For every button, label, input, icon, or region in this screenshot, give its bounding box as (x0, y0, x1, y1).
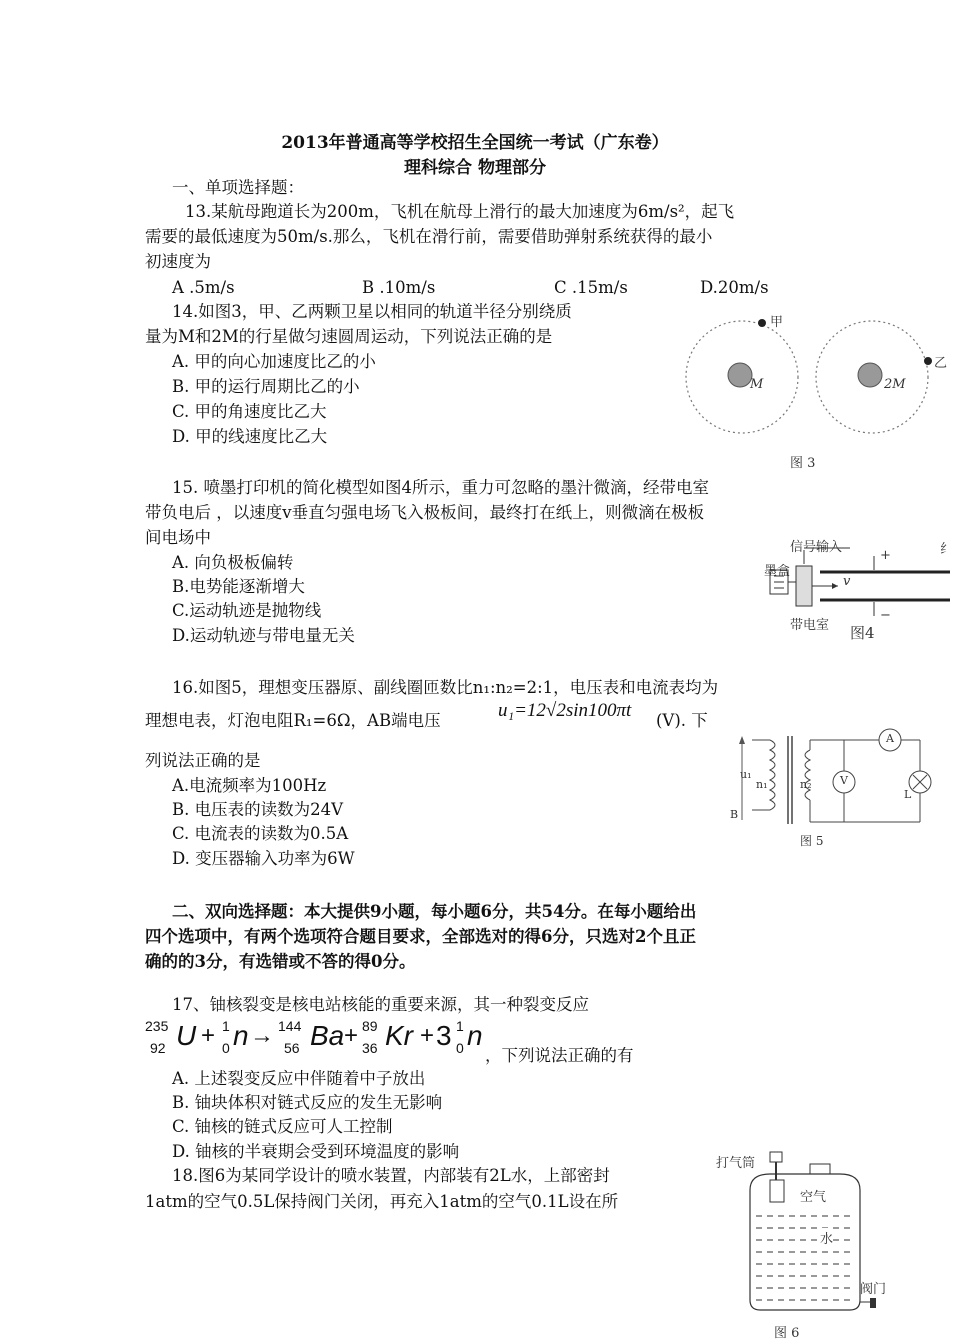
section2-line1: 二、双向选择题：本大提供9小题，每小题6分，共54分。在每小题给出 (172, 902, 697, 921)
planet-2m-label: 2M (884, 377, 906, 392)
figure-6-caption: 图 6 (774, 1326, 800, 1341)
neutron-coefficient: 3 (436, 1020, 452, 1051)
plus-label: + (880, 548, 891, 563)
n-atomic-number: 0 (222, 1040, 230, 1056)
section2-line3: 确的的3分，有选错或不答的得0分。 (145, 952, 416, 971)
ba-atomic-number: 56 (284, 1040, 300, 1056)
satellite-jia-label: 甲 (770, 315, 784, 330)
kr-mass-number: 89 (362, 1018, 378, 1034)
q13-option-a: A .5m/s (172, 278, 235, 297)
q17-option-a: A. 上述裂变反应中伴随着中子放出 (172, 1069, 426, 1088)
n2-atomic-number: 0 (456, 1040, 464, 1056)
q13-option-c: C .15m/s (554, 278, 628, 297)
n2-symbol: n (467, 1020, 483, 1051)
water-label: 水 (820, 1228, 833, 1247)
q14-option-c: C. 甲的角速度比乙大 (172, 402, 327, 421)
figure-4-caption: 图4 (850, 624, 875, 642)
n-mass-number: 1 (222, 1018, 230, 1034)
q16-option-b: B. 电压表的读数为24V (172, 800, 344, 819)
q16-line3: 列说法正确的是 (145, 751, 261, 770)
q15-option-c: C.运动轨迹是抛物线 (172, 601, 322, 620)
kr-atomic-number: 36 (362, 1040, 378, 1056)
lamp-label: L (904, 788, 912, 801)
q15-line3: 间电场中 (145, 528, 211, 547)
ba-symbol: Ba (310, 1020, 345, 1051)
q18-line1: 18.图6为某同学设计的喷水装置，内部装有2L水，上部密封 (172, 1166, 610, 1185)
q15-option-a: A. 向负极板偏转 (172, 553, 294, 572)
q13-line3: 初速度为 (145, 252, 211, 271)
minus-label: − (880, 608, 891, 623)
planet-m-label: M (750, 377, 764, 392)
reaction-arrow: → (250, 1022, 274, 1049)
page-subtitle: 理科综合 物理部分 (404, 158, 546, 178)
satellite-yi-label: 乙 (934, 356, 948, 371)
q15-option-b: B.电势能逐渐增大 (172, 577, 305, 596)
q14-line2: 量为M和2M的行星做匀速圆周运动，下列说法正确的是 (145, 327, 553, 346)
u-atomic-number: 92 (150, 1040, 166, 1056)
q16-line1: 16.如图5，理想变压器原、副线圈匝数比n₁:n₂=2:1，电压表和电流表均为 (172, 678, 719, 697)
q16-line2a: 理想电表，灯泡电阻R₁=6Ω，AB端电压 (145, 711, 441, 730)
plus-1: + (201, 1022, 216, 1049)
q13-option-d: D.20m/s (700, 278, 769, 297)
q17-option-d: D. 铀核的半衰期会受到环境温度的影响 (172, 1142, 460, 1161)
q14-option-d: D. 甲的线速度比乙大 (172, 427, 328, 446)
q15-line2: 带负电后 ，以速度v垂直匀强电场飞入极板间，最终打在纸上，则微滴在极板 (145, 503, 705, 522)
figure-6-sprayer (730, 1150, 900, 1330)
q16-option-d: D. 变压器输入功率为6W (172, 849, 355, 868)
valve-label: 阀门 (860, 1282, 887, 1297)
q16-option-a: A.电流频率为100Hz (172, 776, 327, 795)
figure-3-orbits (672, 305, 950, 470)
figure-5-caption: 图 5 (800, 834, 824, 848)
q14-line1: 14.如图3，甲、乙两颗卫星以相同的轨道半径分别绕质 (172, 302, 572, 321)
air-label: 空气 (800, 1190, 827, 1205)
ba-mass-number: 144 (278, 1018, 302, 1034)
q18-line2: 1atm的空气0.5L保持阀门关闭，再充入1atm的空气0.1L设在所 (145, 1192, 619, 1211)
q16-line2b: (V). 下 (656, 711, 708, 730)
q16-option-c: C. 电流表的读数为0.5A (172, 824, 349, 843)
b-terminal-label: B (730, 808, 739, 821)
signal-input-label: 信号输入 (790, 540, 843, 555)
plus-2: + (344, 1022, 359, 1049)
figure-3-caption: 图 3 (790, 456, 816, 471)
q13-line2: 需要的最低速度为50m/s.那么，飞机在滑行前，需要借助弹射系统获得的最小 (145, 227, 713, 246)
n2-label: n₂ (800, 778, 812, 791)
u-mass-number: 235 (145, 1018, 169, 1034)
plus-3: + (420, 1022, 435, 1049)
q17-line1: 17、铀核裂变是核电站核能的重要来源，其一种裂变反应 (172, 995, 589, 1014)
q15-option-d: D.运动轨迹与带电量无关 (172, 626, 355, 645)
q17-option-b: B. 铀块体积对链式反应的发生无影响 (172, 1093, 443, 1112)
u-symbol: U (176, 1020, 197, 1051)
section1-heading: 一、单项选择题： (172, 178, 304, 197)
n-symbol: n (233, 1020, 249, 1051)
ink-box-label: 墨盒 (764, 564, 791, 579)
voltmeter-label: V (840, 774, 848, 787)
q14-option-a: A. 甲的向心加速度比乙的小 (172, 352, 376, 371)
charge-room-label: 带电室 (790, 618, 830, 633)
voltage-formula: u₁=12√2sin100πt (498, 700, 632, 721)
q17-tail: ，下列说法正确的有 (485, 1046, 634, 1065)
q13-line1: 13.某航母跑道长为200m，飞机在航母上滑行的最大加速度为6m/s²，起飞 (185, 202, 735, 221)
n1-label: n₁ (756, 778, 768, 791)
q14-option-b: B. 甲的运行周期比乙的小 (172, 377, 360, 396)
section2-line2: 四个选项中，有两个选项符合题目要求，全部选对的得6分，只选对2个且正 (145, 927, 696, 946)
pump-label: 打气筒 (716, 1156, 756, 1171)
q13-option-b: B .10m/s (362, 278, 436, 297)
page-title: 2013年普通高等学校招生全国统一考试（广东卷） (281, 133, 669, 153)
velocity-label: v (843, 574, 851, 589)
u1-label: u₁ (740, 768, 752, 781)
ammeter-label: A (886, 732, 894, 745)
kr-symbol: Kr (385, 1020, 413, 1051)
q17-option-c: C. 铀核的链式反应可人工控制 (172, 1117, 393, 1136)
q15-line1: 15. 喷墨打印机的简化模型如图4所示，重力可忽略的墨汁微滴，经带电室 (172, 478, 709, 497)
paper-label: 纟 (940, 542, 953, 557)
n2-mass-number: 1 (456, 1018, 464, 1034)
